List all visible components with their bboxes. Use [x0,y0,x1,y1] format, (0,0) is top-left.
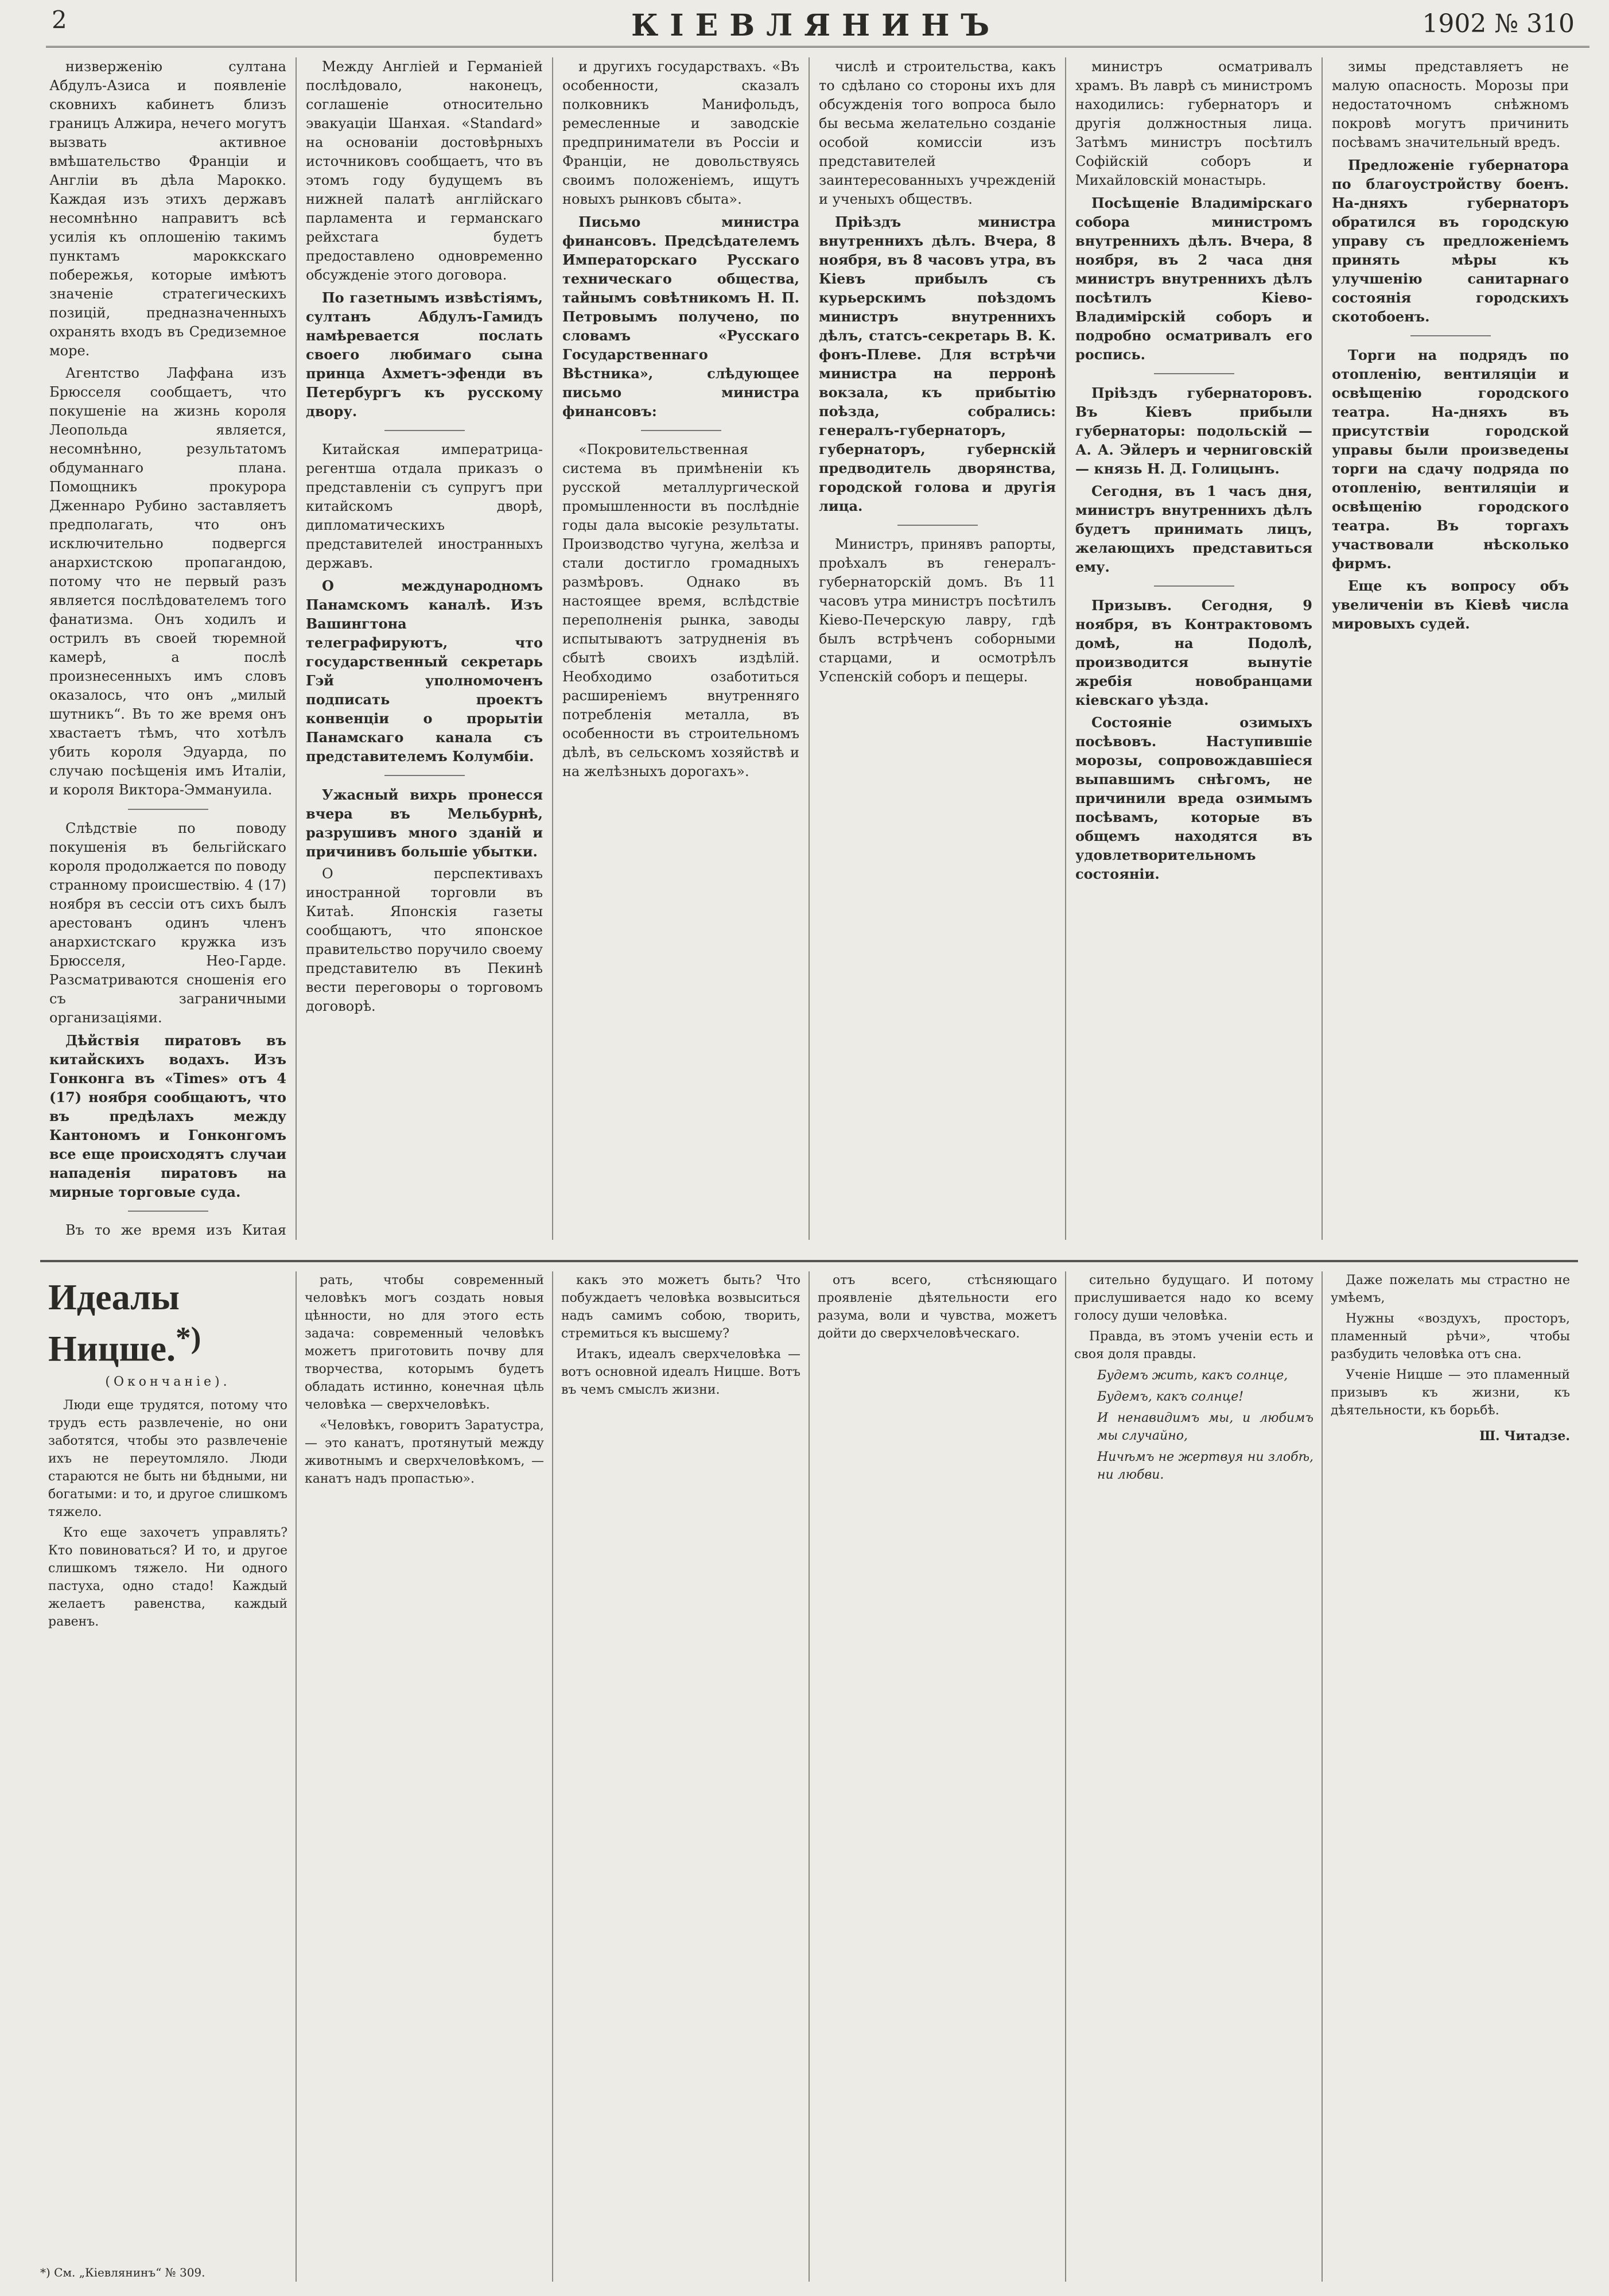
news-item: Между Англіей и Германіей послѣдовало, наконецъ, соглашеніе относительно эвакуаціи Шанхая. «Standard» на основаніи достовѣрныхъ источниковъ сообщаетъ, что въ этомъ году будущемъ въ нижней палатѣ англійскаго парламента и германскаго рейхстага будетъ предоставлено одновременно обсужденіе этого договора. [306,59,543,283]
issue-date-number: 1902 № 310 [1422,9,1575,38]
feuilleton-columns [40,1271,1578,2282]
feuilleton-paragraph: отъ всего, стѣсняющаго проявленіе дѣятельности его разума, воли и чувства, можетъ дойти до сверхчеловѣческаго. [818,1273,1057,1341]
news-item: Сегодня, въ 1 часъ дня, министръ внутреннихъ дѣлъ будетъ принимать лицъ, желающихъ представиться ему. [1075,483,1312,575]
page-number: 2 [52,6,67,34]
news-item: О перспективахъ иностранной торговли въ Китаѣ. Японскія газеты сообщаютъ, что японское правительство поручило своему представителю въ Пекинѣ вести переговоры о торговомъ договорѣ. [306,866,543,1014]
footnote: *) См. „Кіевлянинъ“ № 309. [40,2266,205,2279]
news-item: числѣ и строительства, какъ то сдѣлано со стороны ихъ для обсужденія того вопроса было бы весьма желательно созданіе особой комиссіи изъ представителей заинтересованныхъ учрежденій и ученыхъ обществъ. [819,59,1056,207]
news-item: Ужасный вихрь пронесся вчера въ Мельбурнѣ, разрушивъ много зданій и причинивъ большіе убытки. [306,786,543,860]
news-item: Въ то же время изъ Китая [65,1222,286,1238]
feuilleton-paragraph: Правда, въ этомъ ученіи есть и своя доля правды. [1074,1329,1313,1362]
feuilleton-column-1 [40,1271,297,2282]
news-item: Пріѣздъ губернаторовъ. Въ Кіевъ прибыли губернаторы: подольскій — А. А. Эйлеръ и черниговскій — князь Н. Д. Голицынъ. [1075,385,1312,477]
section-separator [1154,373,1234,374]
feuilleton-column-4 [810,1271,1066,2282]
news-item: Состояніе озимыхъ посѣвовъ. Наступившіе морозы, сопровождавшіеся выпавшимъ снѣгомъ, не причинили вреда озимымъ посѣвамъ, которые въ общемъ находятся въ удовлетворительномъ состояніи. [1075,714,1312,882]
feuilleton-paragraph: Итакъ, идеалъ сверхчеловѣка — вотъ основной идеалъ Ницше. Вотъ въ чемъ смыслъ жизни. [561,1347,800,1397]
feuilleton-paragraph: «Человѣкъ, говоритъ Заратустра, — это канатъ, протянутый между животнымъ и сверхчеловѣкомъ, — канатъ надъ пропастью». [305,1418,544,1486]
news-item: и другихъ государствахъ. «Въ особенности, сказалъ полковникъ Манифольдъ, ремесленные и заводскіе предприниматели въ Россіи и Франціи, не довольствуясь своимъ положеніемъ, ищутъ новыхъ рынковъ сбыта». [562,59,799,207]
news-item: Торги на подрядъ по отопленію, вентиляціи и освѣщенію городского театра. На-дняхъ въ присутствіи городской управы были произведены торги на сдачу подряда по отопленію, вентиляціи и освѣщенію городского театра. Въ торгахъ участвовали нѣсколько фирмъ. [1332,347,1569,572]
feuilleton-text-5 [1074,1271,1313,1363]
feuilleton-column-5 [1066,1271,1323,2282]
news-item: низверженію султана Абдулъ-Азиса и появленіе сковнихъ кабинетъ близъ границъ Алжира, нечего могутъ вызвать активное вмѣшательство Франціи и Англіи въ дѣла Марокко. Каждая изъ этихъ державъ несомнѣнно направитъ всѣ усилія къ оплошенію такимъ пунктамъ мароккскаго побережья, которые имѣютъ значеніе стратегическихъ позицій, предназначенныхъ охранять входъ въ Средиземное море. [49,59,286,359]
feuilleton-title: Идеалы Ницше.*) [48,1277,201,1369]
news-item: зимы представляетъ не малую опасность. Морозы при недостаточномъ снѣжномъ покровѣ могутъ причинить посѣвамъ значительный вредъ. [1332,59,1569,150]
news-item: Призывъ. Сегодня, 9 ноября, въ Контрактовомъ домѣ, на Подолѣ, производится вынутіе жребія новобранцами кіевскаго уѣзда. [1075,597,1312,708]
feuilleton-subtitle: (Окончаніе). [105,1375,231,1390]
news-item: Китайская императрица-регентша отдала приказъ о представленіи съ супругъ при китайскомъ дворѣ, дипломатическихъ представителей иностранныхъ державъ. [306,441,543,571]
news-column-2 [297,57,553,1240]
poem-line: Будемъ, какъ солнце! [1097,1390,1244,1404]
poem-line: И ненавидимъ мы, и любимъ мы случайно, [1097,1411,1313,1443]
news-item: Еще къ вопросу объ увеличеніи въ Кіевѣ числа мировыхъ судей. [1332,577,1569,632]
header-rule [46,46,1589,48]
news-column-3 [553,57,810,1240]
newspaper-masthead: КІЕВЛЯНИНЪ [631,8,1001,43]
section-separator [1154,585,1234,587]
feuilleton-paragraph: Нужны «воздухъ, просторъ, пламенный рѣчи», чтобы разбудить человѣка отъ сна. [1331,1312,1570,1362]
feuilleton-paragraph: Кто еще захочетъ управлять? Кто повиноваться? И то, и другое слишкомъ тяжело. Ни одного пастуха, одно стадо! Каждый желаетъ равенства, каждый равенъ. [48,1526,287,1630]
news-item: О международномъ Панамскомъ каналѣ. Изъ Вашингтона телеграфируютъ, что государственный секретарь Гэй уполномоченъ подписать проектъ конвенціи о прорытіи Панамскаго канала съ представителемъ Колумбіи. [306,577,543,765]
feuilleton-paragraph: Даже пожелать мы страстно не умѣемъ, [1331,1273,1570,1305]
author-signature: Ш. Читадзе. [1479,1429,1570,1444]
news-item: Агентство Лаффана изъ Брюсселя сообщаетъ, что покушеніе на жизнь короля Леопольда является, несомнѣнно, результатомъ обдуманнаго плана. Помощникъ прокурора Дженнаро Рубино заставляетъ предполагать, что онъ исключительно подвергся анархистскою пропагандою, потому что не первый разъ является послѣдователемъ того фанатизма. Онъ ходилъ и острилъ въ своей тюремной камерѣ, а послѣ произнесенныхъ имъ словъ оказалось, что онъ „милый шутникъ“. Въ то же время онъ хвастаетъ тѣмъ, что хотѣлъ убить короля Эдуарда, по случаю посѣщенія имъ Италіи, и короля Виктора-Эммануила. [49,365,286,798]
news-item: министръ осматривалъ храмъ. Въ лаврѣ съ министромъ находились: губернаторъ и другія должностныя лица. Затѣмъ министръ посѣтилъ Софійскій соборъ и Михайловскій монастырь. [1075,59,1312,188]
section-separator [384,430,465,431]
news-columns [40,57,1578,1240]
feuilleton-paragraph: Люди еще трудятся, потому что трудъ есть развлеченіе, но они заботятся, чтобы это развлеченіе ихъ не переутомляло. Люди стараются не быть ни бѣдными, ни богатыми: и то, и другое слишкомъ тяжело. [48,1398,287,1520]
section-separator [128,1211,208,1212]
feuilleton-column-2 [297,1271,553,2282]
feuilleton-paragraph: сительно будущаго. И потому прислушивается надо ко всему голосу души человѣка. [1074,1273,1313,1323]
feuilleton-paragraph: Ученіе Ницше — это пламенный призывъ къ жизни, къ дѣятельности, къ борьбѣ. [1331,1368,1570,1418]
feuilleton-text-6 [1331,1271,1570,1420]
news-item: «Покровительственная система въ примѣненіи къ русской металлургической промышленности въ послѣдніе годы дала высокіе результаты. Производство чугуна, желѣза и стали достигло громадныхъ размѣровъ. Однако въ настоящее время, вслѣдствіе переполненія рынка, заводы испытываютъ затрудненія въ сбытѣ своихъ издѣлій. Необходимо озаботиться расширеніемъ внутренняго потребленія металла, въ особенности въ строительномъ дѣлѣ, въ сельскомъ хозяйствѣ и на желѣзныхъ дорогахъ». [562,441,799,779]
section-separator [128,809,208,810]
feuilleton-text-1 [48,1397,287,1631]
news-item: Министръ, принявъ рапорты, проѣхалъ въ генералъ-губернаторскій домъ. Въ 11 часовъ утра министръ посѣтилъ Кіево-Печерскую лавру, гдѣ былъ встрѣченъ соборными старцами, и осмотрѣлъ Успенскій соборъ и пещеры. [819,536,1056,685]
news-column-6 [1323,57,1578,1240]
news-item: Слѣдствіе по поводу покушенія въ бельгійскаго короля продолжается по поводу странному происшествію. 4 (17) ноября въ сессіи отъ сихъ былъ арестованъ одинъ членъ анархистскаго кружка изъ Брюсселя, Нео-Гарде. Разсматриваются сношенія его съ заграничными организаціями. [49,820,287,1026]
news-item: Письмо министра финансовъ. Предсѣдателемъ Императорскаго Русскаго техническаго общества, тайнымъ совѣтникомъ Н. П. Петровымъ получено, по словамъ «Русскаго Государственнаго Вѣстника», слѣдующее письмо министра финансовъ: [562,214,799,420]
poem-quote-2 [1074,1409,1313,1484]
section-separator [1410,335,1491,336]
poem-quote-1 [1074,1367,1313,1406]
news-column-1 [40,57,297,1240]
poem-line: Будемъ жить, какъ солнце, [1097,1368,1288,1383]
feuilleton-column-3 [553,1271,810,2282]
feuilleton-rule [40,1260,1578,1262]
news-column-4 [810,57,1066,1240]
news-item: По газетнымъ извѣстіямъ, султанъ Абдулъ-Гамидъ намѣревается послать своего любимаго сына принца Ахметъ-эфенди въ Петербургъ къ русскому двору. [306,289,543,420]
news-item: Пріѣздъ министра внутреннихъ дѣлъ. Вчера, 8 ноября, въ 8 часовъ утра, въ Кіевъ прибылъ съ курьерскимъ поѣздомъ министръ внутреннихъ дѣлъ, статсъ-секретарь В. К. фонъ-Плеве. Для встрѣчи министра на перронѣ вокзала, къ прибытію поѣзда, собрались: генералъ-губернаторъ, губернаторъ, губернскій предводитель дворянства, городской голова и другія лица. [819,214,1056,514]
section-separator [384,775,465,776]
news-item: Дѣйствія пиратовъ въ китайскихъ водахъ. Изъ Гонконга въ «Times» отъ 4 (17) ноября сообщаютъ, что въ предѣлахъ между Кантономъ и Гонконгомъ все еще происходятъ случаи нападенія пиратовъ на мирные торговые суда. [49,1032,286,1200]
feuilleton-section [40,1260,1578,2287]
feuilleton-paragraph: какъ это можетъ быть? Что побуждаетъ человѣка возвыситься надъ самимъ собою, творить, стремиться къ высшему? [561,1273,800,1341]
feuilleton-column-6 [1323,1271,1578,2282]
poem-line: Ничѣмъ не жертвуя ни злобѣ, ни любви. [1097,1450,1313,1482]
section-separator [641,430,721,431]
news-column-5 [1066,57,1323,1240]
news-item: Предложеніе губернатора по благоустройству боенъ. На-дняхъ губернаторъ обратился въ городскую управу съ предложеніемъ принять мѣры къ улучшенію санитарнаго состоянія городскихъ скотобоенъ. [1332,157,1569,325]
news-item: Посѣщеніе Владимірскаго собора министромъ внутреннихъ дѣлъ. Вчера, 8 ноября, въ 2 часа дня министръ внутреннихъ дѣлъ посѣтилъ Кіево-Владимірскій соборъ и подробно осматривалъ его роспись. [1075,195,1312,363]
feuilleton-paragraph: рать, чтобы современный человѣкъ могъ создать новыя цѣнности, но для этого есть задача: современный человѣкъ можетъ приготовить почву для творчества, которымъ будетъ обладать истинно, конечная цѣль человѣка — сверхчеловѣкъ. [305,1273,544,1412]
section-separator [897,525,978,526]
